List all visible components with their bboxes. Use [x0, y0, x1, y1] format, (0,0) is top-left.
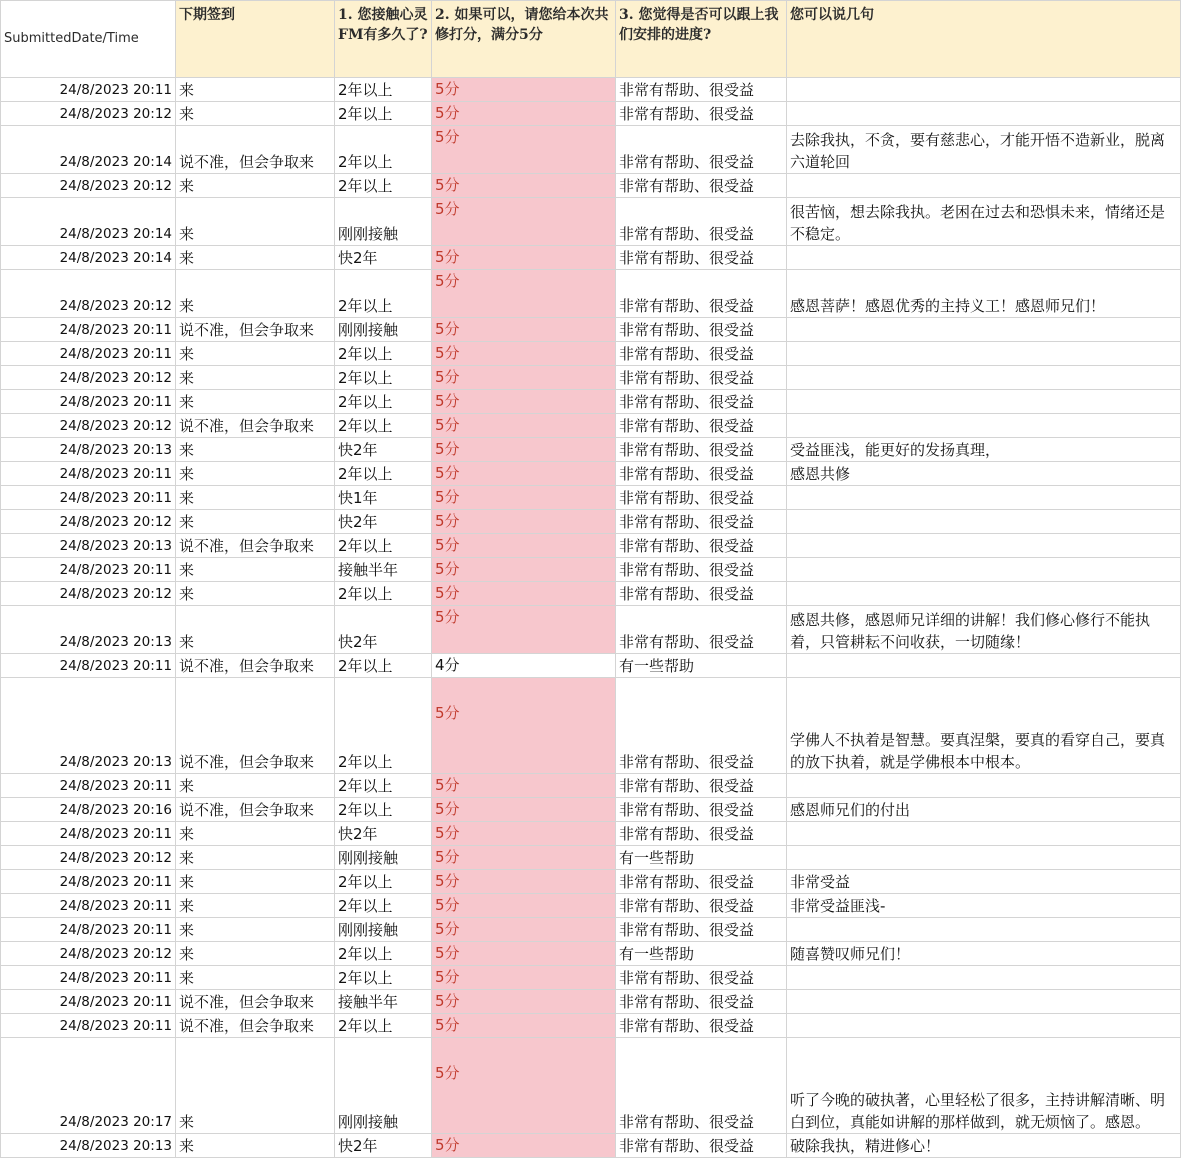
cell-progress[interactable]: 非常有帮助、很受益	[616, 1134, 787, 1158]
table-row[interactable]	[1, 558, 1181, 582]
cell-duration[interactable]: 2年以上	[335, 414, 432, 438]
cell-duration[interactable]: 2年以上	[335, 678, 432, 774]
cell-duration[interactable]: 刚刚接触	[335, 846, 432, 870]
table-row[interactable]	[1, 1134, 1181, 1158]
cell-date[interactable]: 24/8/2023 20:11	[1, 462, 176, 486]
cell-duration[interactable]: 快2年	[335, 510, 432, 534]
table-row[interactable]	[1, 366, 1181, 390]
cell-comment[interactable]	[787, 342, 1181, 366]
cell-comment[interactable]	[787, 966, 1181, 990]
cell-score[interactable]: 5分	[432, 270, 616, 318]
cell-date[interactable]: 24/8/2023 20:13	[1, 1134, 176, 1158]
cell-score[interactable]: 5分	[432, 606, 616, 654]
cell-date[interactable]: 24/8/2023 20:13	[1, 678, 176, 774]
cell-progress[interactable]: 非常有帮助、很受益	[616, 558, 787, 582]
cell-signup[interactable]: 来	[176, 366, 335, 390]
cell-comment[interactable]	[787, 582, 1181, 606]
cell-progress[interactable]: 非常有帮助、很受益	[616, 270, 787, 318]
cell-date[interactable]: 24/8/2023 20:11	[1, 966, 176, 990]
table-row[interactable]	[1, 798, 1181, 822]
cell-progress[interactable]: 非常有帮助、很受益	[616, 198, 787, 246]
cell-score[interactable]: 5分	[432, 942, 616, 966]
table-row[interactable]	[1, 462, 1181, 486]
cell-comment[interactable]: 破除我执，精进修心！	[787, 1134, 1181, 1158]
cell-date[interactable]: 24/8/2023 20:12	[1, 270, 176, 318]
cell-signup[interactable]: 来	[176, 198, 335, 246]
cell-date[interactable]: 24/8/2023 20:14	[1, 126, 176, 174]
cell-progress[interactable]: 非常有帮助、很受益	[616, 990, 787, 1014]
cell-progress[interactable]: 非常有帮助、很受益	[616, 822, 787, 846]
cell-date[interactable]: 24/8/2023 20:11	[1, 822, 176, 846]
cell-signup[interactable]: 来	[176, 582, 335, 606]
cell-date[interactable]: 24/8/2023 20:11	[1, 918, 176, 942]
table-row[interactable]	[1, 486, 1181, 510]
cell-duration[interactable]: 刚刚接触	[335, 918, 432, 942]
cell-signup[interactable]: 来	[176, 510, 335, 534]
cell-duration[interactable]: 2年以上	[335, 966, 432, 990]
cell-date[interactable]: 24/8/2023 20:11	[1, 870, 176, 894]
cell-progress[interactable]: 非常有帮助、很受益	[616, 78, 787, 102]
cell-signup[interactable]: 来	[176, 246, 335, 270]
cell-score[interactable]: 5分	[432, 870, 616, 894]
table-row[interactable]	[1, 438, 1181, 462]
column-header-date[interactable]: SubmittedDate/Time	[1, 1, 176, 78]
column-header-progress[interactable]: 3. 您觉得是否可以跟上我们安排的进度?	[616, 1, 787, 78]
cell-date[interactable]: 24/8/2023 20:12	[1, 174, 176, 198]
cell-signup[interactable]: 来	[176, 774, 335, 798]
cell-signup[interactable]: 来	[176, 1134, 335, 1158]
cell-date[interactable]: 24/8/2023 20:11	[1, 558, 176, 582]
cell-progress[interactable]: 非常有帮助、很受益	[616, 510, 787, 534]
cell-signup[interactable]: 来	[176, 438, 335, 462]
cell-date[interactable]: 24/8/2023 20:12	[1, 102, 176, 126]
cell-progress[interactable]: 有一些帮助	[616, 846, 787, 870]
cell-signup[interactable]: 说不准，但会争取来	[176, 318, 335, 342]
cell-signup[interactable]: 说不准，但会争取来	[176, 534, 335, 558]
table-row[interactable]	[1, 822, 1181, 846]
cell-score[interactable]: 4分	[432, 654, 616, 678]
cell-duration[interactable]: 2年以上	[335, 798, 432, 822]
cell-progress[interactable]: 非常有帮助、很受益	[616, 318, 787, 342]
cell-score[interactable]: 5分	[432, 1014, 616, 1038]
cell-score[interactable]: 5分	[432, 1038, 616, 1134]
cell-comment[interactable]	[787, 822, 1181, 846]
cell-duration[interactable]: 快2年	[335, 438, 432, 462]
cell-comment[interactable]	[787, 414, 1181, 438]
cell-signup[interactable]: 来	[176, 846, 335, 870]
cell-score[interactable]: 5分	[432, 822, 616, 846]
table-row[interactable]	[1, 870, 1181, 894]
cell-signup[interactable]: 说不准，但会争取来	[176, 654, 335, 678]
table-row[interactable]	[1, 174, 1181, 198]
cell-date[interactable]: 24/8/2023 20:13	[1, 438, 176, 462]
cell-date[interactable]: 24/8/2023 20:11	[1, 990, 176, 1014]
cell-score[interactable]: 5分	[432, 846, 616, 870]
table-row[interactable]	[1, 846, 1181, 870]
cell-progress[interactable]: 非常有帮助、很受益	[616, 870, 787, 894]
cell-date[interactable]: 24/8/2023 20:11	[1, 654, 176, 678]
cell-comment[interactable]: 感恩菩萨！感恩优秀的主持义工！感恩师兄们！	[787, 270, 1181, 318]
cell-duration[interactable]: 2年以上	[335, 270, 432, 318]
cell-comment[interactable]: 受益匪浅，能更好的发扬真理，	[787, 438, 1181, 462]
cell-progress[interactable]: 有一些帮助	[616, 654, 787, 678]
cell-progress[interactable]: 非常有帮助、很受益	[616, 390, 787, 414]
cell-signup[interactable]: 说不准，但会争取来	[176, 798, 335, 822]
cell-signup[interactable]: 说不准，但会争取来	[176, 990, 335, 1014]
cell-comment[interactable]	[787, 774, 1181, 798]
cell-duration[interactable]: 刚刚接触	[335, 318, 432, 342]
cell-comment[interactable]: 学佛人不执着是智慧。要真涅槃，要真的看穿自己，要真的放下执着，就是学佛根本中根本。	[787, 678, 1181, 774]
cell-duration[interactable]: 刚刚接触	[335, 1038, 432, 1134]
cell-date[interactable]: 24/8/2023 20:11	[1, 486, 176, 510]
column-header-comment[interactable]: 您可以说几句	[787, 1, 1181, 78]
cell-date[interactable]: 24/8/2023 20:11	[1, 1014, 176, 1038]
cell-signup[interactable]: 来	[176, 78, 335, 102]
cell-signup[interactable]: 来	[176, 942, 335, 966]
cell-comment[interactable]: 非常受益匪浅-	[787, 894, 1181, 918]
cell-signup[interactable]: 来	[176, 966, 335, 990]
cell-score[interactable]: 5分	[432, 918, 616, 942]
cell-signup[interactable]: 来	[176, 342, 335, 366]
cell-signup[interactable]: 来	[176, 1038, 335, 1134]
cell-signup[interactable]: 来	[176, 558, 335, 582]
cell-duration[interactable]: 2年以上	[335, 774, 432, 798]
table-row[interactable]	[1, 942, 1181, 966]
table-row[interactable]	[1, 582, 1181, 606]
cell-signup[interactable]: 来	[176, 462, 335, 486]
cell-comment[interactable]: 去除我执，不贪，要有慈悲心，才能开悟不造新业，脱离六道轮回	[787, 126, 1181, 174]
cell-score[interactable]: 5分	[432, 318, 616, 342]
cell-progress[interactable]: 非常有帮助、很受益	[616, 174, 787, 198]
cell-date[interactable]: 24/8/2023 20:17	[1, 1038, 176, 1134]
cell-score[interactable]: 5分	[432, 678, 616, 774]
cell-progress[interactable]: 非常有帮助、很受益	[616, 462, 787, 486]
table-row[interactable]	[1, 990, 1181, 1014]
cell-duration[interactable]: 快2年	[335, 1134, 432, 1158]
column-header-score[interactable]: 2. 如果可以，请您给本次共修打分，满分5分	[432, 1, 616, 78]
cell-signup[interactable]: 来	[176, 390, 335, 414]
cell-signup[interactable]: 来	[176, 606, 335, 654]
table-row[interactable]	[1, 606, 1181, 654]
cell-comment[interactable]	[787, 1014, 1181, 1038]
cell-score[interactable]: 5分	[432, 510, 616, 534]
cell-comment[interactable]: 听了今晚的破执著，心里轻松了很多，主持讲解清晰、明白到位，真能如讲解的那样做到，就无烦恼了。感恩。	[787, 1038, 1181, 1134]
cell-score[interactable]: 5分	[432, 366, 616, 390]
cell-signup[interactable]: 来	[176, 918, 335, 942]
cell-date[interactable]: 24/8/2023 20:11	[1, 774, 176, 798]
cell-duration[interactable]: 快2年	[335, 822, 432, 846]
cell-date[interactable]: 24/8/2023 20:12	[1, 510, 176, 534]
table-row[interactable]	[1, 1038, 1181, 1134]
cell-comment[interactable]	[787, 846, 1181, 870]
table-row[interactable]	[1, 270, 1181, 318]
cell-comment[interactable]: 随喜赞叹师兄们！	[787, 942, 1181, 966]
cell-progress[interactable]: 非常有帮助、很受益	[616, 606, 787, 654]
table-row[interactable]	[1, 918, 1181, 942]
cell-comment[interactable]	[787, 366, 1181, 390]
cell-duration[interactable]: 2年以上	[335, 126, 432, 174]
table-row[interactable]	[1, 894, 1181, 918]
cell-progress[interactable]: 非常有帮助、很受益	[616, 774, 787, 798]
cell-progress[interactable]: 非常有帮助、很受益	[616, 798, 787, 822]
cell-signup[interactable]: 说不准，但会争取来	[176, 1014, 335, 1038]
cell-signup[interactable]: 来	[176, 870, 335, 894]
cell-comment[interactable]: 非常受益	[787, 870, 1181, 894]
cell-duration[interactable]: 快1年	[335, 486, 432, 510]
cell-score[interactable]: 5分	[432, 102, 616, 126]
cell-date[interactable]: 24/8/2023 20:11	[1, 390, 176, 414]
cell-duration[interactable]: 刚刚接触	[335, 198, 432, 246]
cell-progress[interactable]: 非常有帮助、很受益	[616, 102, 787, 126]
table-row[interactable]	[1, 390, 1181, 414]
cell-progress[interactable]: 非常有帮助、很受益	[616, 582, 787, 606]
cell-score[interactable]: 5分	[432, 462, 616, 486]
table-row[interactable]	[1, 654, 1181, 678]
cell-date[interactable]: 24/8/2023 20:11	[1, 318, 176, 342]
cell-duration[interactable]: 快2年	[335, 246, 432, 270]
cell-progress[interactable]: 非常有帮助、很受益	[616, 342, 787, 366]
cell-signup[interactable]: 来	[176, 174, 335, 198]
cell-comment[interactable]: 很苦恼，想去除我执。老困在过去和恐惧未来，情绪还是不稳定。	[787, 198, 1181, 246]
cell-comment[interactable]	[787, 918, 1181, 942]
cell-progress[interactable]: 非常有帮助、很受益	[616, 126, 787, 174]
cell-score[interactable]: 5分	[432, 1134, 616, 1158]
cell-signup[interactable]: 说不准，但会争取来	[176, 414, 335, 438]
cell-score[interactable]: 5分	[432, 966, 616, 990]
cell-progress[interactable]: 非常有帮助、很受益	[616, 438, 787, 462]
cell-duration[interactable]: 2年以上	[335, 390, 432, 414]
cell-score[interactable]: 5分	[432, 174, 616, 198]
table-row[interactable]	[1, 198, 1181, 246]
table-row[interactable]	[1, 534, 1181, 558]
table-row[interactable]	[1, 966, 1181, 990]
cell-duration[interactable]: 快2年	[335, 606, 432, 654]
cell-progress[interactable]: 非常有帮助、很受益	[616, 1038, 787, 1134]
cell-score[interactable]: 5分	[432, 198, 616, 246]
cell-comment[interactable]	[787, 246, 1181, 270]
cell-comment[interactable]	[787, 486, 1181, 510]
cell-score[interactable]: 5分	[432, 798, 616, 822]
cell-signup[interactable]: 说不准，但会争取来	[176, 678, 335, 774]
cell-date[interactable]: 24/8/2023 20:12	[1, 414, 176, 438]
header-row	[1, 1, 1181, 78]
cell-date[interactable]: 24/8/2023 20:13	[1, 606, 176, 654]
cell-comment[interactable]: 感恩共修	[787, 462, 1181, 486]
cell-progress[interactable]: 有一些帮助	[616, 942, 787, 966]
cell-duration[interactable]: 2年以上	[335, 342, 432, 366]
cell-date[interactable]: 24/8/2023 20:13	[1, 534, 176, 558]
cell-progress[interactable]: 非常有帮助、很受益	[616, 894, 787, 918]
cell-signup[interactable]: 来	[176, 486, 335, 510]
cell-date[interactable]: 24/8/2023 20:16	[1, 798, 176, 822]
cell-duration[interactable]: 接触半年	[335, 558, 432, 582]
cell-comment[interactable]: 感恩师兄们的付出	[787, 798, 1181, 822]
cell-date[interactable]: 24/8/2023 20:11	[1, 342, 176, 366]
cell-date[interactable]: 24/8/2023 20:12	[1, 846, 176, 870]
cell-progress[interactable]: 非常有帮助、很受益	[616, 246, 787, 270]
cell-signup[interactable]: 说不准，但会争取来	[176, 126, 335, 174]
cell-date[interactable]: 24/8/2023 20:12	[1, 582, 176, 606]
cell-signup[interactable]: 来	[176, 102, 335, 126]
cell-date[interactable]: 24/8/2023 20:11	[1, 78, 176, 102]
cell-date[interactable]: 24/8/2023 20:12	[1, 366, 176, 390]
cell-comment[interactable]	[787, 318, 1181, 342]
cell-comment[interactable]	[787, 510, 1181, 534]
cell-comment[interactable]	[787, 654, 1181, 678]
cell-comment[interactable]	[787, 102, 1181, 126]
cell-score[interactable]: 5分	[432, 990, 616, 1014]
cell-score[interactable]: 5分	[432, 438, 616, 462]
cell-signup[interactable]: 来	[176, 822, 335, 846]
cell-progress[interactable]: 非常有帮助、很受益	[616, 966, 787, 990]
cell-duration[interactable]: 2年以上	[335, 1014, 432, 1038]
cell-progress[interactable]: 非常有帮助、很受益	[616, 534, 787, 558]
cell-duration[interactable]: 2年以上	[335, 870, 432, 894]
cell-duration[interactable]: 2年以上	[335, 654, 432, 678]
cell-duration[interactable]: 2年以上	[335, 894, 432, 918]
cell-duration[interactable]: 2年以上	[335, 174, 432, 198]
cell-progress[interactable]: 非常有帮助、很受益	[616, 918, 787, 942]
table-row[interactable]	[1, 414, 1181, 438]
cell-duration[interactable]: 2年以上	[335, 366, 432, 390]
cell-duration[interactable]: 2年以上	[335, 534, 432, 558]
table-row[interactable]	[1, 102, 1181, 126]
cell-duration[interactable]: 2年以上	[335, 102, 432, 126]
cell-progress[interactable]: 非常有帮助、很受益	[616, 1014, 787, 1038]
table-row[interactable]	[1, 510, 1181, 534]
table-row[interactable]	[1, 78, 1181, 102]
cell-score[interactable]: 5分	[432, 774, 616, 798]
cell-progress[interactable]: 非常有帮助、很受益	[616, 678, 787, 774]
cell-score[interactable]: 5分	[432, 582, 616, 606]
cell-score[interactable]: 5分	[432, 534, 616, 558]
cell-progress[interactable]: 非常有帮助、很受益	[616, 414, 787, 438]
cell-comment[interactable]	[787, 78, 1181, 102]
cell-duration[interactable]: 2年以上	[335, 942, 432, 966]
cell-comment[interactable]	[787, 990, 1181, 1014]
cell-score[interactable]: 5分	[432, 558, 616, 582]
column-header-duration[interactable]: 1. 您接触心灵FM有多久了?	[335, 1, 432, 78]
cell-date[interactable]: 24/8/2023 20:11	[1, 894, 176, 918]
cell-score[interactable]: 5分	[432, 342, 616, 366]
cell-comment[interactable]	[787, 174, 1181, 198]
cell-date[interactable]: 24/8/2023 20:12	[1, 942, 176, 966]
cell-comment[interactable]	[787, 390, 1181, 414]
cell-date[interactable]: 24/8/2023 20:14	[1, 198, 176, 246]
cell-comment[interactable]	[787, 534, 1181, 558]
cell-progress[interactable]: 非常有帮助、很受益	[616, 366, 787, 390]
table-row[interactable]	[1, 1014, 1181, 1038]
cell-duration[interactable]: 2年以上	[335, 582, 432, 606]
cell-duration[interactable]: 2年以上	[335, 462, 432, 486]
cell-score[interactable]: 5分	[432, 78, 616, 102]
table-row[interactable]	[1, 342, 1181, 366]
cell-comment[interactable]	[787, 558, 1181, 582]
cell-score[interactable]: 5分	[432, 414, 616, 438]
column-header-signup[interactable]: 下期签到	[176, 1, 335, 78]
table-body	[1, 78, 1181, 1158]
cell-score[interactable]: 5分	[432, 486, 616, 510]
cell-score[interactable]: 5分	[432, 894, 616, 918]
cell-score[interactable]: 5分	[432, 246, 616, 270]
cell-date[interactable]: 24/8/2023 20:14	[1, 246, 176, 270]
table-row[interactable]	[1, 678, 1181, 774]
cell-signup[interactable]: 来	[176, 894, 335, 918]
cell-progress[interactable]: 非常有帮助、很受益	[616, 486, 787, 510]
cell-duration[interactable]: 接触半年	[335, 990, 432, 1014]
table-row[interactable]	[1, 774, 1181, 798]
cell-duration[interactable]: 2年以上	[335, 78, 432, 102]
cell-score[interactable]: 5分	[432, 390, 616, 414]
table-row[interactable]	[1, 318, 1181, 342]
cell-signup[interactable]: 来	[176, 270, 335, 318]
table-row[interactable]	[1, 246, 1181, 270]
table-row[interactable]	[1, 126, 1181, 174]
cell-score[interactable]: 5分	[432, 126, 616, 174]
cell-comment[interactable]: 感恩共修，感恩师兄详细的讲解！我们修心修行不能执着，只管耕耘不问收获，一切随缘！	[787, 606, 1181, 654]
